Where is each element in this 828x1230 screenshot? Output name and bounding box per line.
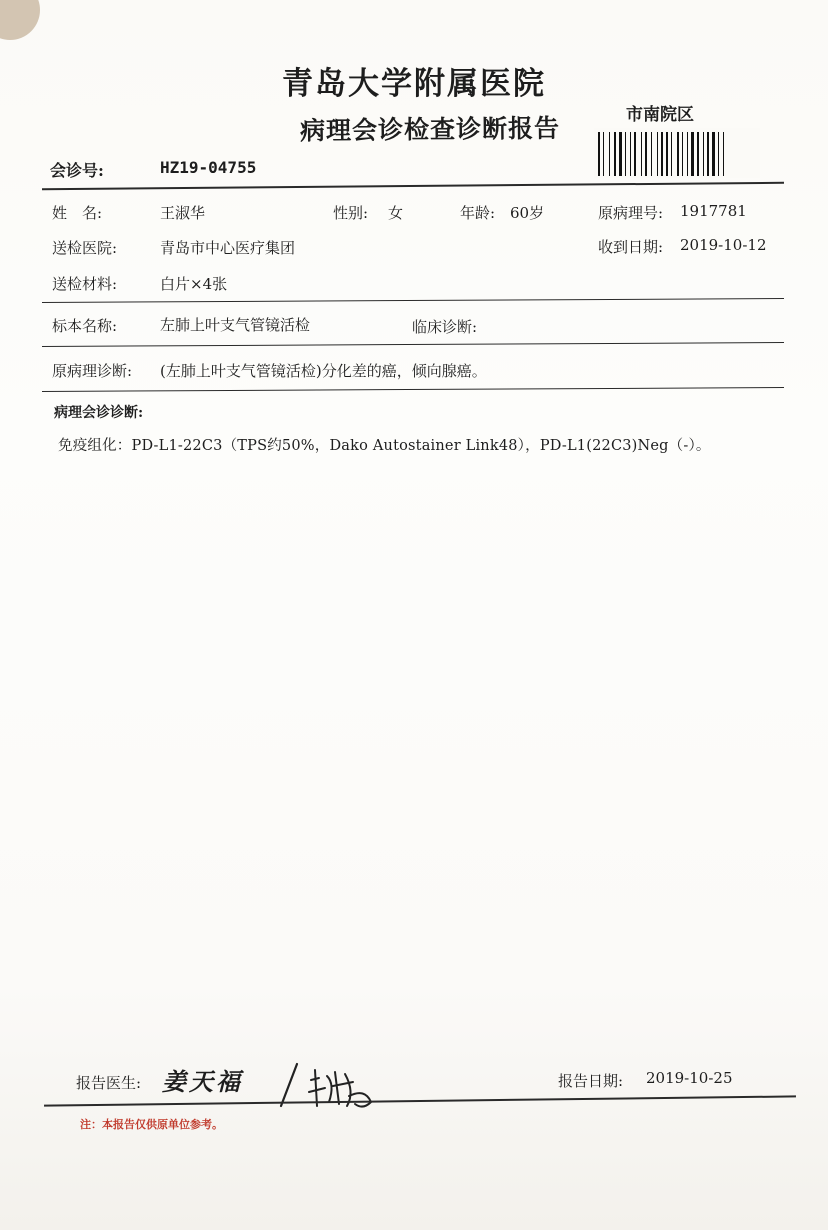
- specimen-label: 标本名称:: [52, 317, 118, 335]
- barcode-image: [594, 128, 760, 178]
- patient-gender: 女: [388, 204, 404, 222]
- doctor-label: 报告医生:: [76, 1074, 142, 1092]
- orig-diagnosis-text: (左肺上叶支气管镜活检)分化差的癌，倾向腺癌。: [160, 362, 487, 380]
- specimen-name: 左肺上叶支气管镜活检: [160, 316, 311, 334]
- consult-number: HZ19-04755: [160, 158, 257, 177]
- clinical-label: 临床诊断:: [412, 318, 478, 336]
- orig-no-label: 原病理号:: [598, 204, 664, 222]
- consult-diagnosis-text: 免疫组化：PD-L1-22C3（TPS约50%，Dako Autostainer Link48），PD-L1(22C3)Neg（-）。: [58, 438, 711, 454]
- name-label: 姓 名:: [52, 204, 103, 222]
- gender-label: 性别:: [333, 204, 369, 222]
- received-date: 2019-10-12: [680, 236, 767, 254]
- orig-diagnosis-label: 原病理诊断:: [52, 362, 133, 380]
- report-date-label: 报告日期:: [558, 1072, 624, 1090]
- divider-orig: [42, 342, 784, 347]
- divider-top: [42, 182, 784, 190]
- report-title: 病理会诊检查诊断报告: [299, 113, 561, 146]
- report-date: 2019-10-25: [646, 1069, 733, 1087]
- footer-note: 注：本报告仅供原单位参考。: [80, 1118, 223, 1131]
- orig-no: 1917781: [680, 202, 747, 220]
- material-value: 白片×4张: [160, 275, 228, 293]
- hospital-label: 送检医院:: [52, 239, 118, 257]
- branch-label: 市南院区: [626, 105, 694, 125]
- hospital-title: 青岛大学附属医院: [282, 66, 546, 102]
- divider-specimen: [42, 298, 784, 303]
- divider-footer: [44, 1095, 796, 1106]
- handwritten-signature: [275, 1058, 385, 1118]
- patient-name: 王淑华: [160, 204, 206, 222]
- thumb-shadow: [0, 0, 40, 40]
- divider-consult: [42, 387, 784, 392]
- sending-hospital: 青岛市中心医疗集团: [160, 239, 296, 257]
- patient-age: 60岁: [510, 204, 545, 222]
- consult-diagnosis-label: 病理会诊诊断:: [54, 405, 144, 421]
- age-label: 年龄:: [460, 204, 496, 222]
- received-label: 收到日期:: [598, 238, 664, 256]
- consult-label: 会诊号:: [50, 161, 104, 180]
- doctor-name-stamp: 姜天福: [162, 1067, 243, 1096]
- material-label: 送检材料:: [52, 275, 118, 293]
